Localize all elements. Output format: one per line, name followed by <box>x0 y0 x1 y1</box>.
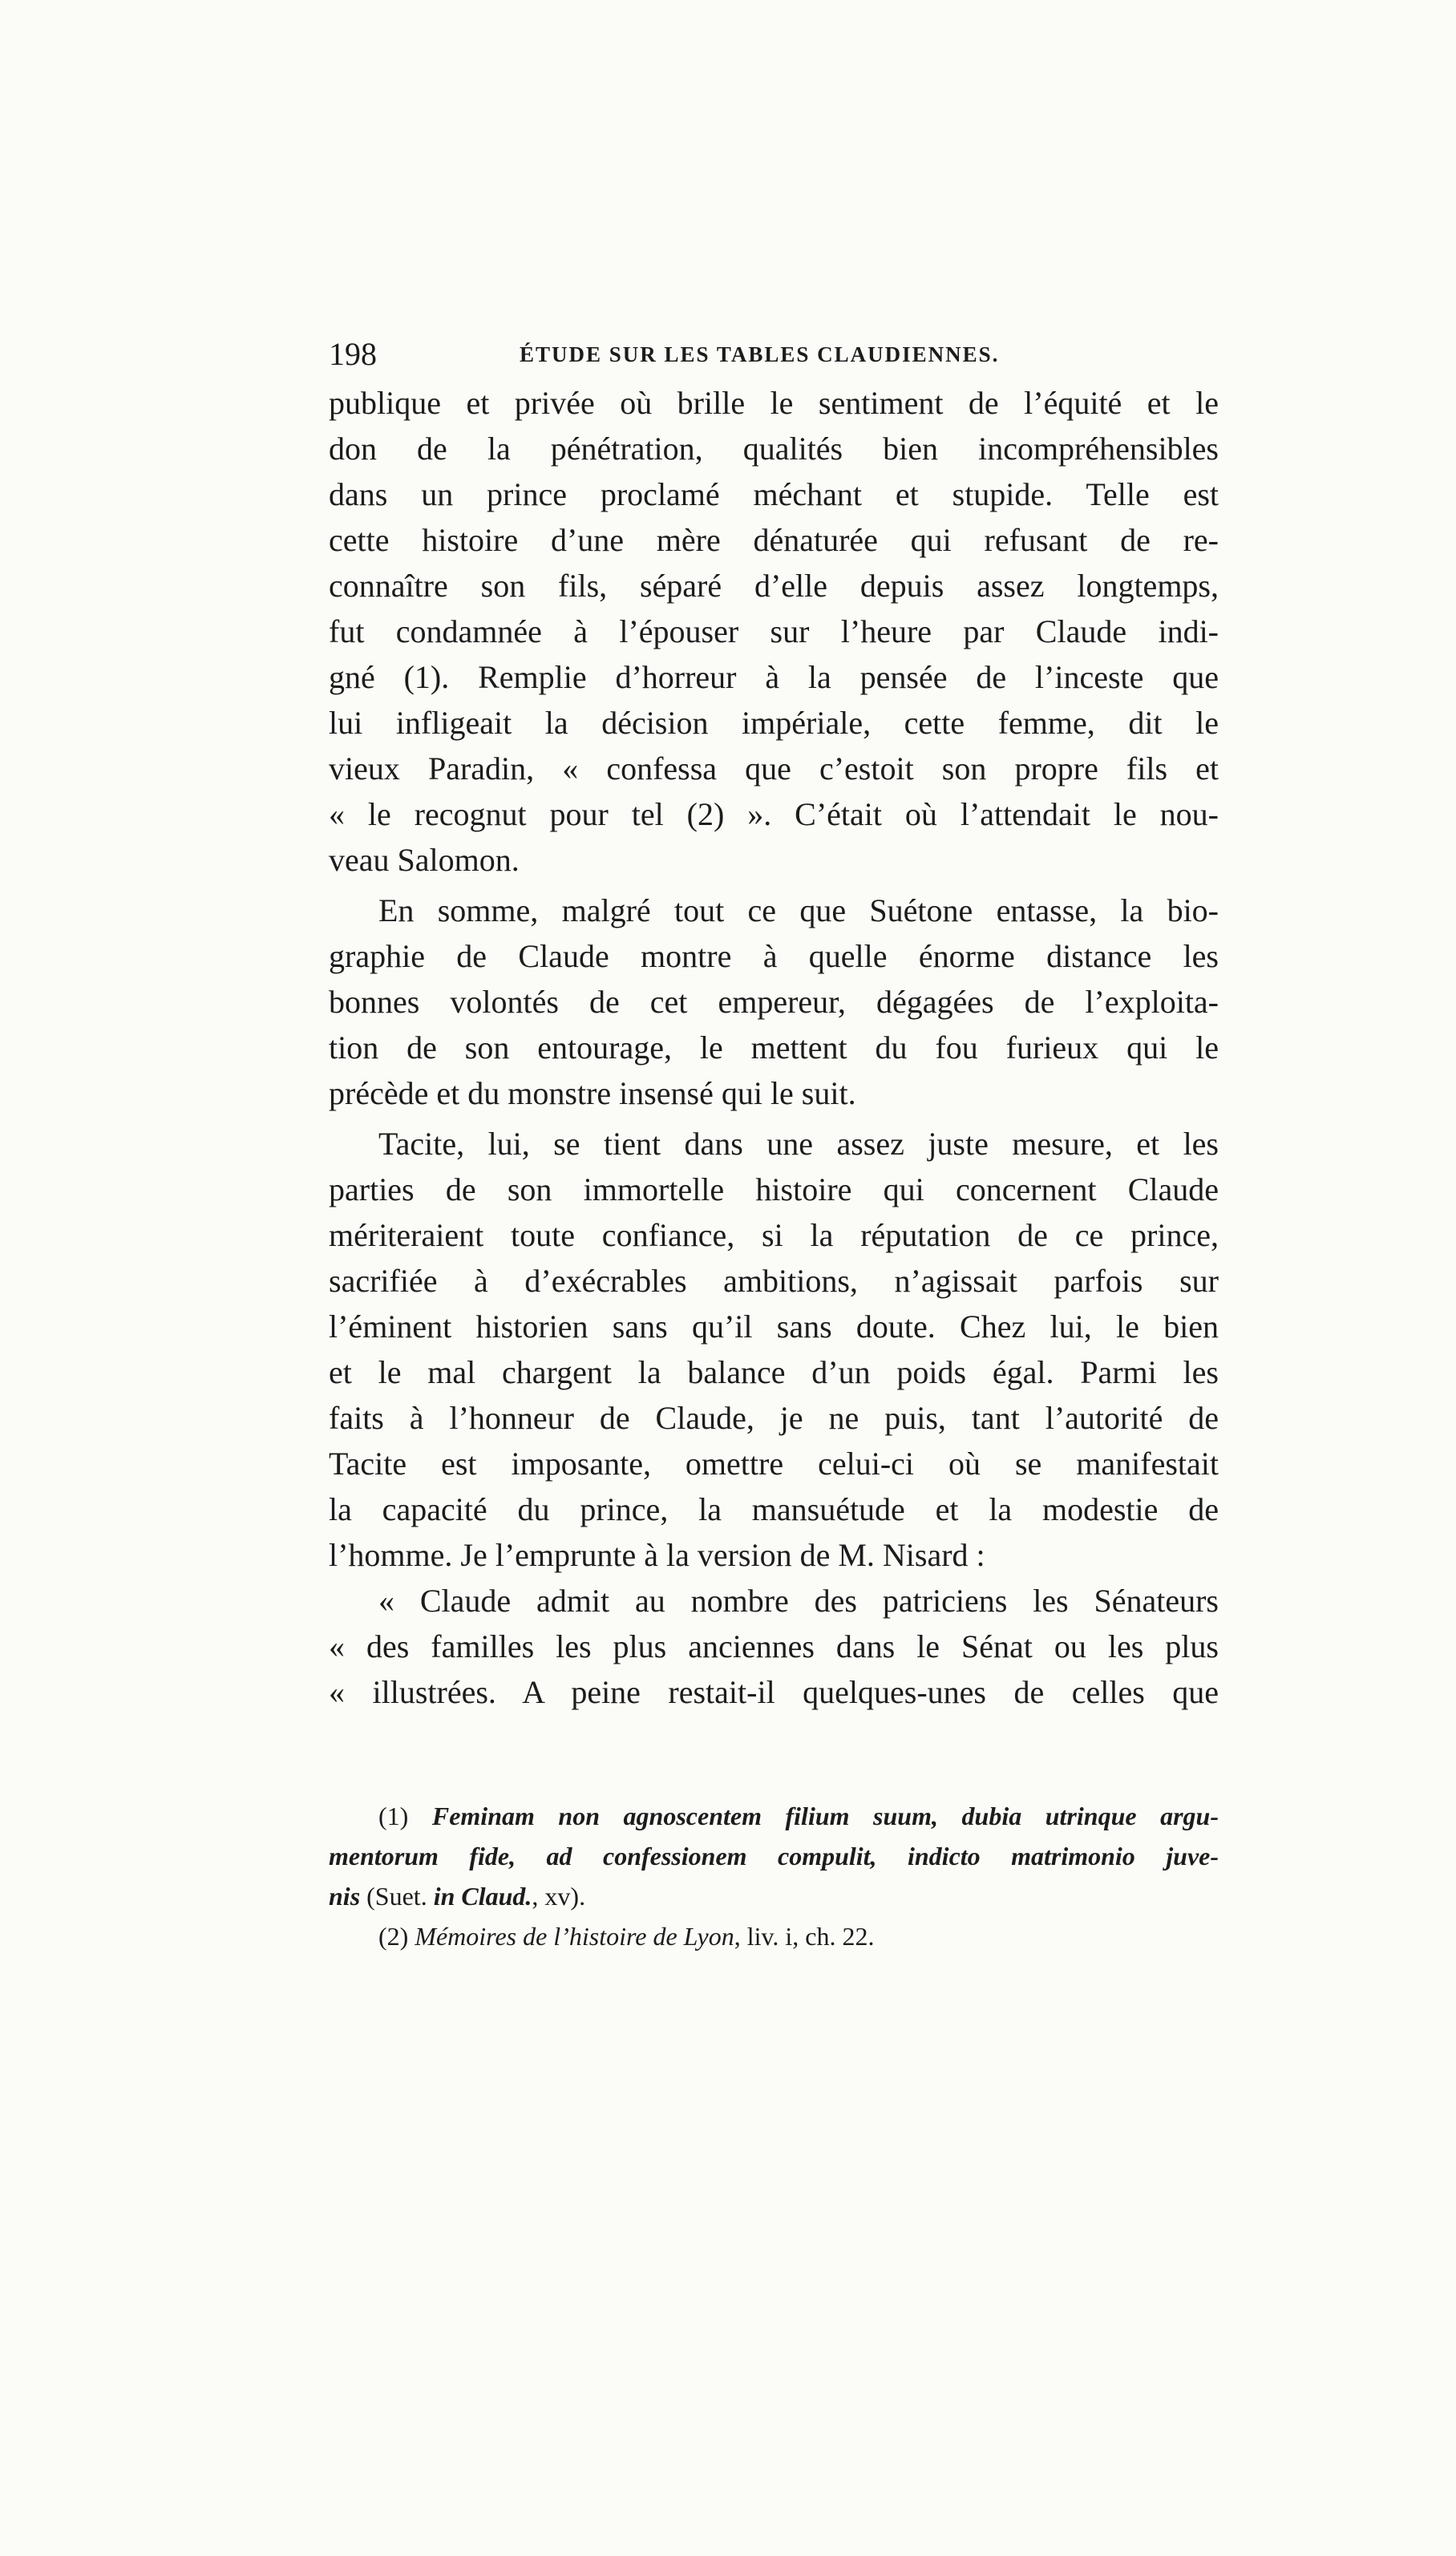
text-line: la capacité du prince, la mansuétude et la modestie de <box>329 1491 1219 1527</box>
footnote-1-line <box>329 1836 1219 1876</box>
text-line: connaître son fils, séparé d’elle depuis assez longtemps, <box>329 568 1219 604</box>
text-line: Tacite, lui, se tient dans une assez juste mesure, et les <box>378 1126 1219 1162</box>
text-line: gné (1). Remplie d’horreur à la pensée de l’inceste que <box>329 659 1219 695</box>
text-line: « le recognut pour tel (2) ». C’était où l’attendait le nou- <box>329 796 1219 832</box>
text-line: veau Salomon. <box>329 842 520 878</box>
page-header <box>329 329 1219 380</box>
text-line: vieux Paradin, « confessa que c’estoit son propre fils et <box>329 750 1219 787</box>
footnote-1-quote: nis <box>329 1882 361 1911</box>
text-line: faits à l’honneur de Claude, je ne puis, tant l’autorité de <box>329 1400 1219 1436</box>
text-line: l’homme. Je l’emprunte à la version de M. Nisard : <box>329 1537 985 1573</box>
footnote-1-line <box>329 1876 1219 1916</box>
footnote-1-ref: (Suet. <box>366 1882 427 1911</box>
footnote-1-number: (1) <box>378 1802 409 1830</box>
text-line: publique et privée où brille le sentiment de l’équité et le <box>329 385 1219 421</box>
text-line: graphie de Claude montre à quelle énorme distance les <box>329 938 1219 974</box>
text-line: précède et du monstre insensé qui le suit. <box>329 1075 856 1111</box>
footnote-1-line <box>329 1796 1219 1836</box>
text-line: tion de son entourage, le mettent du fou furieux qui le <box>329 1029 1219 1066</box>
text-line: fut condamnée à l’épouser sur l’heure par Claude indi- <box>329 613 1219 649</box>
page-number: 198 <box>329 336 377 372</box>
text-line: En somme, malgré tout ce que Suétone entasse, la bio- <box>378 892 1219 928</box>
footnote-1-quote: Feminam non agnoscentem filium suum, dubia utrinque argu- <box>431 1802 1219 1830</box>
quotation <box>329 1578 1219 1715</box>
footnote-2-number: (2) <box>378 1922 409 1951</box>
footnote-2-ref: , liv. i, ch. 22. <box>734 1922 875 1951</box>
text-line: bonnes volontés de cet empereur, dégagées de l’exploita- <box>329 984 1219 1020</box>
footnote-1-ref-title: in Claud. <box>433 1882 532 1911</box>
paragraph-2 <box>329 888 1219 1116</box>
quote-line: « Claude admit au nombre des patriciens les Sénateurs <box>378 1583 1219 1619</box>
paragraph-1 <box>329 380 1219 883</box>
footnote-2-title: Mémoires de l’histoire de Lyon <box>415 1922 734 1951</box>
footnote-1-quote: mentorum fide, ad confessionem compulit, indicto matrimonio juve- <box>329 1842 1219 1870</box>
quote-line: « illustrées. A peine restait-il quelques-unes de celles que <box>329 1674 1219 1710</box>
quote-line: « des familles les plus anciennes dans le Sénat ou les plus <box>329 1628 1219 1664</box>
text-line: et le mal chargent la balance d’un poids égal. Parmi les <box>329 1354 1219 1390</box>
text-line: dans un prince proclamé méchant et stupide. Telle est <box>329 476 1219 512</box>
paragraph-3 <box>329 1121 1219 1578</box>
main-text <box>329 380 1219 1715</box>
text-line: don de la pénétration, qualités bien incompréhensibles <box>329 431 1219 467</box>
running-title: ÉTUDE SUR LES TABLES CLAUDIENNES. <box>520 342 1000 366</box>
text-line: sacrifiée à d’exécrables ambitions, n’agissait parfois sur <box>329 1263 1219 1299</box>
text-line: cette histoire d’une mère dénaturée qui refusant de re- <box>329 522 1219 558</box>
text-line: l’éminent historien sans qu’il sans doute. Chez lui, le bien <box>329 1308 1219 1345</box>
footnotes <box>329 1796 1219 1956</box>
text-line: mériteraient toute confiance, si la réputation de ce prince, <box>329 1217 1219 1253</box>
text-line: Tacite est imposante, omettre celui-ci où se manifestait <box>329 1446 1219 1482</box>
footnote-2-line <box>329 1916 1219 1956</box>
text-line: parties de son immortelle histoire qui concernent Claude <box>329 1171 1219 1207</box>
text-line: lui infligeait la décision impériale, cette femme, dit le <box>329 705 1219 741</box>
footnote-1-ref: , xv). <box>532 1882 586 1911</box>
